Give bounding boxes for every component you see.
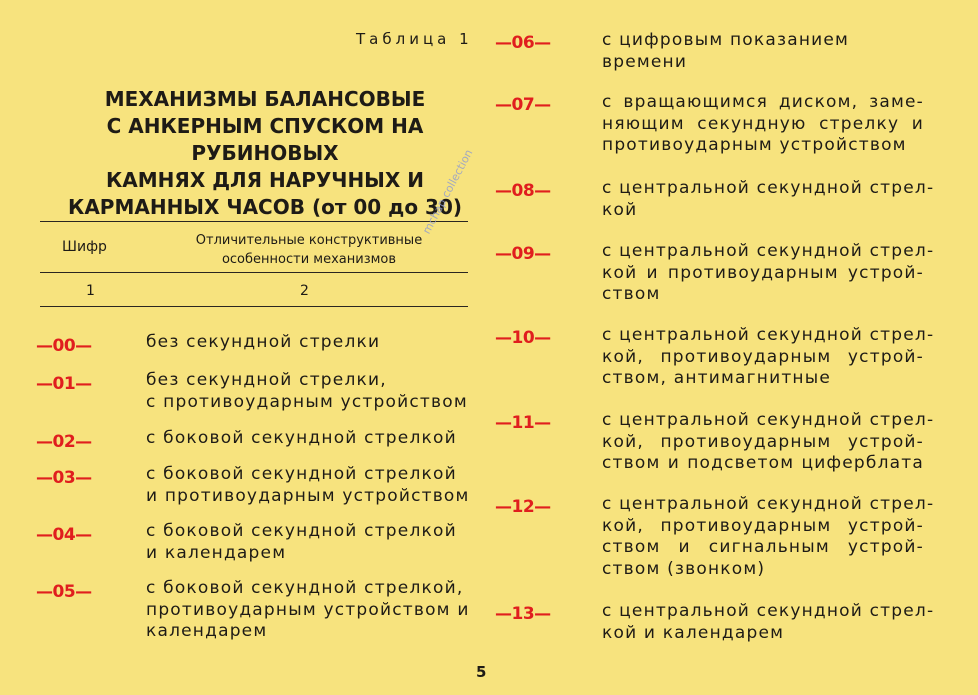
description-line: с цифровым показанием [602,30,850,50]
description-line: кой [602,199,638,220]
description-line: кой и календарем [602,622,785,643]
row-description [146,578,476,643]
description-line: ством, антимагнитные [602,368,832,388]
description-line: кой, противоударным устрой- [602,346,924,367]
row-description [146,521,476,564]
header-code: Шифр [62,239,107,255]
page-number: 5 [476,663,487,681]
description-line: с центральной секундной стрел- [602,325,935,345]
title-line: КАРМАННЫХ ЧАСОВ (от 00 до 30) [67,195,463,219]
row-description [602,325,935,390]
description-line: няющим секундную стрелку и [602,113,924,134]
description-line: с центральной секундной стрел- [602,410,935,430]
description-line: ством и подсветом циферблата [602,453,924,473]
row-code: —04— [36,525,92,545]
header-description-line: Отличительные конструктивные [195,233,423,248]
row-description [602,494,935,580]
title-line: С АНКЕРНЫМ СПУСКОМ НА РУБИНОВЫХ [106,114,424,165]
row-description [602,92,932,157]
description-line: с центральной секундной стрел- [602,241,935,261]
description-line: без секундной стрелки, [146,370,387,390]
description-line: без секундной стрелки [146,332,381,352]
row-code: —07— [495,95,551,115]
row-description [146,332,476,354]
row-code: —12— [495,497,551,517]
row-description [602,601,935,644]
description-line: времени [602,51,688,72]
row-code: —01— [36,374,92,394]
row-code: —03— [36,468,92,488]
row-description [146,428,476,450]
description-line: календарем [146,621,268,641]
header-bottom-rule [40,306,468,307]
row-description [602,410,935,475]
header-description [150,231,468,269]
table-label: Таблица 1 [356,30,473,48]
description-line: с боковой секундной стрелкой [146,464,457,484]
row-code: —05— [36,582,92,602]
description-line: кой, противоударным устрой- [602,431,924,452]
description-line: и календарем [146,542,287,563]
row-description [602,30,932,73]
row-description [602,178,935,221]
header-top-rule [40,221,468,222]
description-line: ством и сигнальным устрой- [602,537,924,557]
description-line: с центральной секундной стрел- [602,178,935,198]
row-description [146,464,476,507]
row-description [602,241,935,306]
description-line: ством [602,284,661,304]
table-title [30,86,500,221]
description-line: с боковой секундной стрелкой [146,521,457,541]
description-line: с боковой секундной стрелкой, [146,578,464,598]
description-line: кой и противоударным устрой- [602,262,924,283]
description-line: ством (звонком) [602,558,766,579]
row-description [146,370,476,413]
header-column-number: 2 [300,283,309,299]
row-code: —00— [36,336,92,356]
row-code: —02— [36,432,92,452]
row-code: —10— [495,328,551,348]
title-line: МЕХАНИЗМЫ БАЛАНСОВЫЕ [104,87,426,111]
header-column-number: 1 [86,283,95,299]
title-line: КАМНЯХ ДЛЯ НАРУЧНЫХ И [105,168,425,192]
description-line: с боковой секундной стрелкой [146,428,457,448]
row-code: —09— [495,244,551,264]
header-mid-rule [40,272,468,273]
row-code: —13— [495,604,551,624]
description-line: кой, противоударным устрой- [602,515,924,536]
description-line: и противоударным устройством [146,485,470,506]
description-line: противоударным устройством [602,135,907,155]
header-description-line: особенности механизмов [221,252,397,267]
row-code: —06— [495,33,551,53]
row-code: —11— [495,413,551,433]
description-line: с центральной секундной стрел- [602,601,935,621]
watermark: mchap collection [420,147,476,237]
description-line: с вращающимся диском, заме- [602,92,924,112]
description-line: с центральной секундной стрел- [602,494,935,514]
description-line: противоударным устройством и [146,599,470,620]
row-code: —08— [495,181,551,201]
description-line: с противоударным устройством [146,391,468,412]
